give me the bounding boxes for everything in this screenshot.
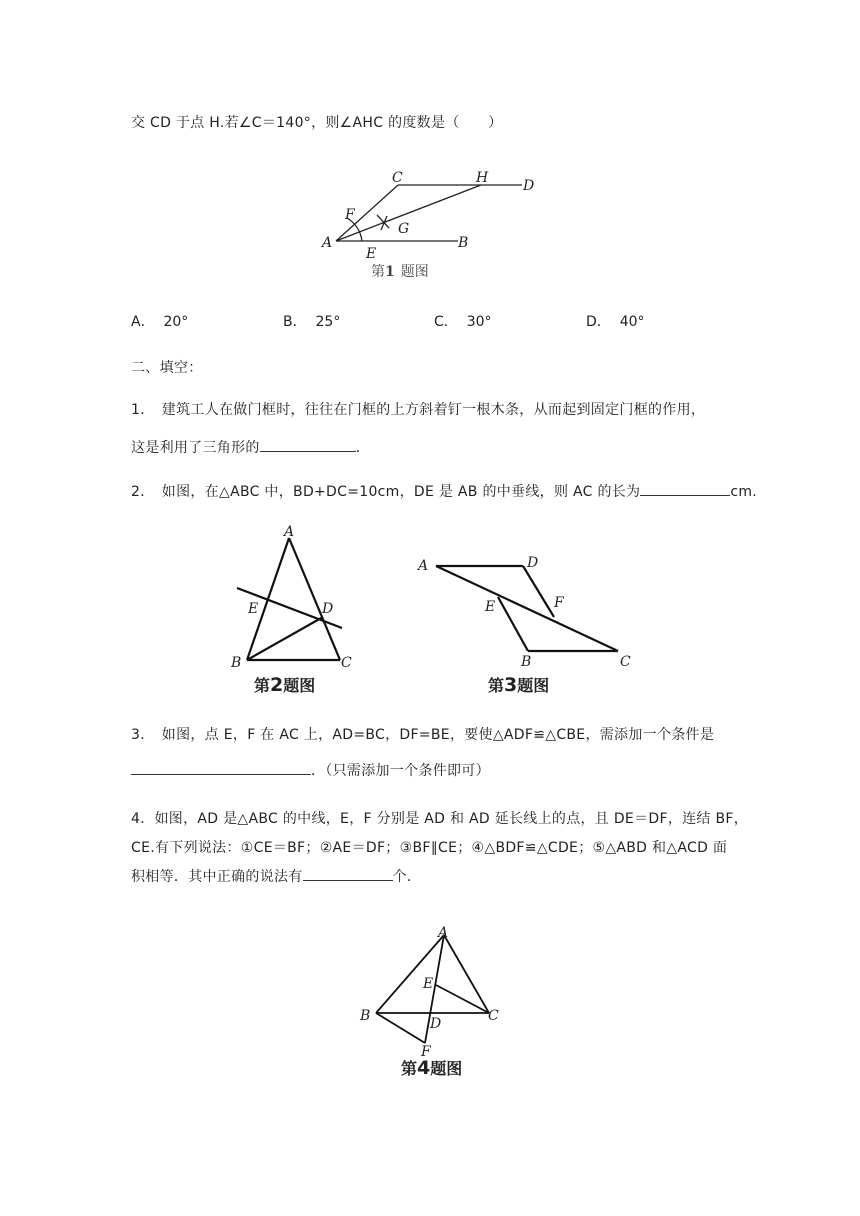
fig1-label-c: C: [392, 170, 403, 186]
figure-1: [318, 168, 548, 288]
svg-text:第4题图: [401, 1057, 462, 1079]
fig3-label-a: A: [418, 558, 429, 574]
q4-answer-blank[interactable]: [303, 866, 393, 881]
option-b[interactable]: B． 25°: [283, 314, 341, 330]
fig1-label-h: H: [476, 170, 489, 186]
fig1-caption-post: 题图: [400, 264, 429, 280]
fig3-label-d: D: [527, 555, 539, 571]
fig2-label-a: A: [284, 524, 295, 540]
fig4-label-d: D: [430, 1016, 442, 1032]
fig2-caption-pre: 第: [254, 676, 271, 695]
figure-4: [355, 925, 515, 1085]
q4-line3: 积相等．其中正确的说法有 个．: [131, 866, 421, 886]
svg-text:第3题图: [488, 674, 549, 696]
figure-2: [222, 520, 362, 700]
fig2-caption-post: 题图: [283, 676, 316, 695]
fig4-label-e: E: [423, 976, 434, 992]
fig4-caption-post: 题图: [430, 1059, 463, 1078]
fig1-label-b: B: [458, 235, 469, 251]
q3-line2: ．（只需添加一个条件即可）: [131, 760, 490, 780]
fig4-label-b: B: [360, 1008, 371, 1024]
fig3-label-f: F: [554, 595, 564, 611]
fig4-caption-num: 4: [417, 1057, 431, 1079]
q1-answer-blank[interactable]: [260, 437, 356, 452]
fig3-caption-pre: 第: [488, 676, 505, 695]
option-c[interactable]: C． 30°: [434, 314, 492, 330]
q4-line1: 4．如图，AD 是△ABC 的中线，E，F 分别是 AD 和 AD 延长线上的点，且 DE＝DF，连结 BF，: [131, 811, 749, 827]
section-title: 二、填空：: [131, 360, 203, 376]
fig1-label-e: E: [366, 246, 377, 262]
q3-line1: 3． 如图，点 E，F 在 AC 上，AD=BC，DF=BE，要使△ADF≌△CBE，需添加一个条件是: [131, 727, 715, 743]
option-d[interactable]: D． 40°: [586, 314, 645, 330]
q1-line1: 1． 建筑工人在做门框时，往往在门框的上方斜着钉一根木条，从而起到固定门框的作用，: [131, 402, 706, 418]
fig3-label-c: C: [620, 654, 631, 670]
fig3-label-e: E: [485, 599, 496, 615]
fig1-label-a: A: [322, 235, 333, 251]
q4-line2: CE.有下列说法：①CE＝BF；②AE＝DF；③BF∥CE；④△BDF≌△CDE；⑤△ABD 和△ACD 面: [131, 840, 728, 856]
svg-text:第1题图: [371, 264, 429, 280]
q1-line2: 这是利用了三角形的 .: [131, 437, 360, 457]
fig2-label-e: E: [248, 601, 259, 617]
fig3-caption-post: 题图: [517, 676, 550, 695]
fig4-caption-pre: 第: [401, 1059, 418, 1078]
fig1-caption-pre: 第: [371, 264, 385, 280]
question-stem-tail: 交 CD 于点 H.若∠C＝140°，则∠AHC 的度数是（ ）: [131, 115, 503, 131]
fig2-label-c: C: [341, 655, 352, 671]
fig2-label-b: B: [231, 655, 242, 671]
fig1-label-d: D: [523, 178, 535, 194]
option-a[interactable]: A． 20°: [131, 314, 189, 330]
fig4-label-a: A: [438, 925, 449, 941]
q2-answer-blank[interactable]: [640, 481, 730, 496]
fig2-label-d: D: [322, 601, 334, 617]
q2-text: 2． 如图，在△ABC 中，BD+DC=10cm，DE 是 AB 的中垂线，则 AC 的长为 cm.: [131, 481, 757, 501]
fig3-label-b: B: [521, 654, 532, 670]
fig2-caption-num: 2: [270, 674, 284, 696]
fig1-label-g: G: [398, 221, 410, 237]
fig3-caption-num: 3: [504, 674, 518, 696]
fig4-label-f: F: [421, 1044, 431, 1060]
fig4-label-c: C: [488, 1008, 499, 1024]
svg-text:第2题图: [254, 674, 315, 696]
fig1-caption-num: 1: [385, 264, 395, 280]
fig1-label-f: F: [345, 207, 355, 223]
q3-answer-blank[interactable]: [131, 760, 311, 775]
figure-3: [408, 545, 648, 700]
